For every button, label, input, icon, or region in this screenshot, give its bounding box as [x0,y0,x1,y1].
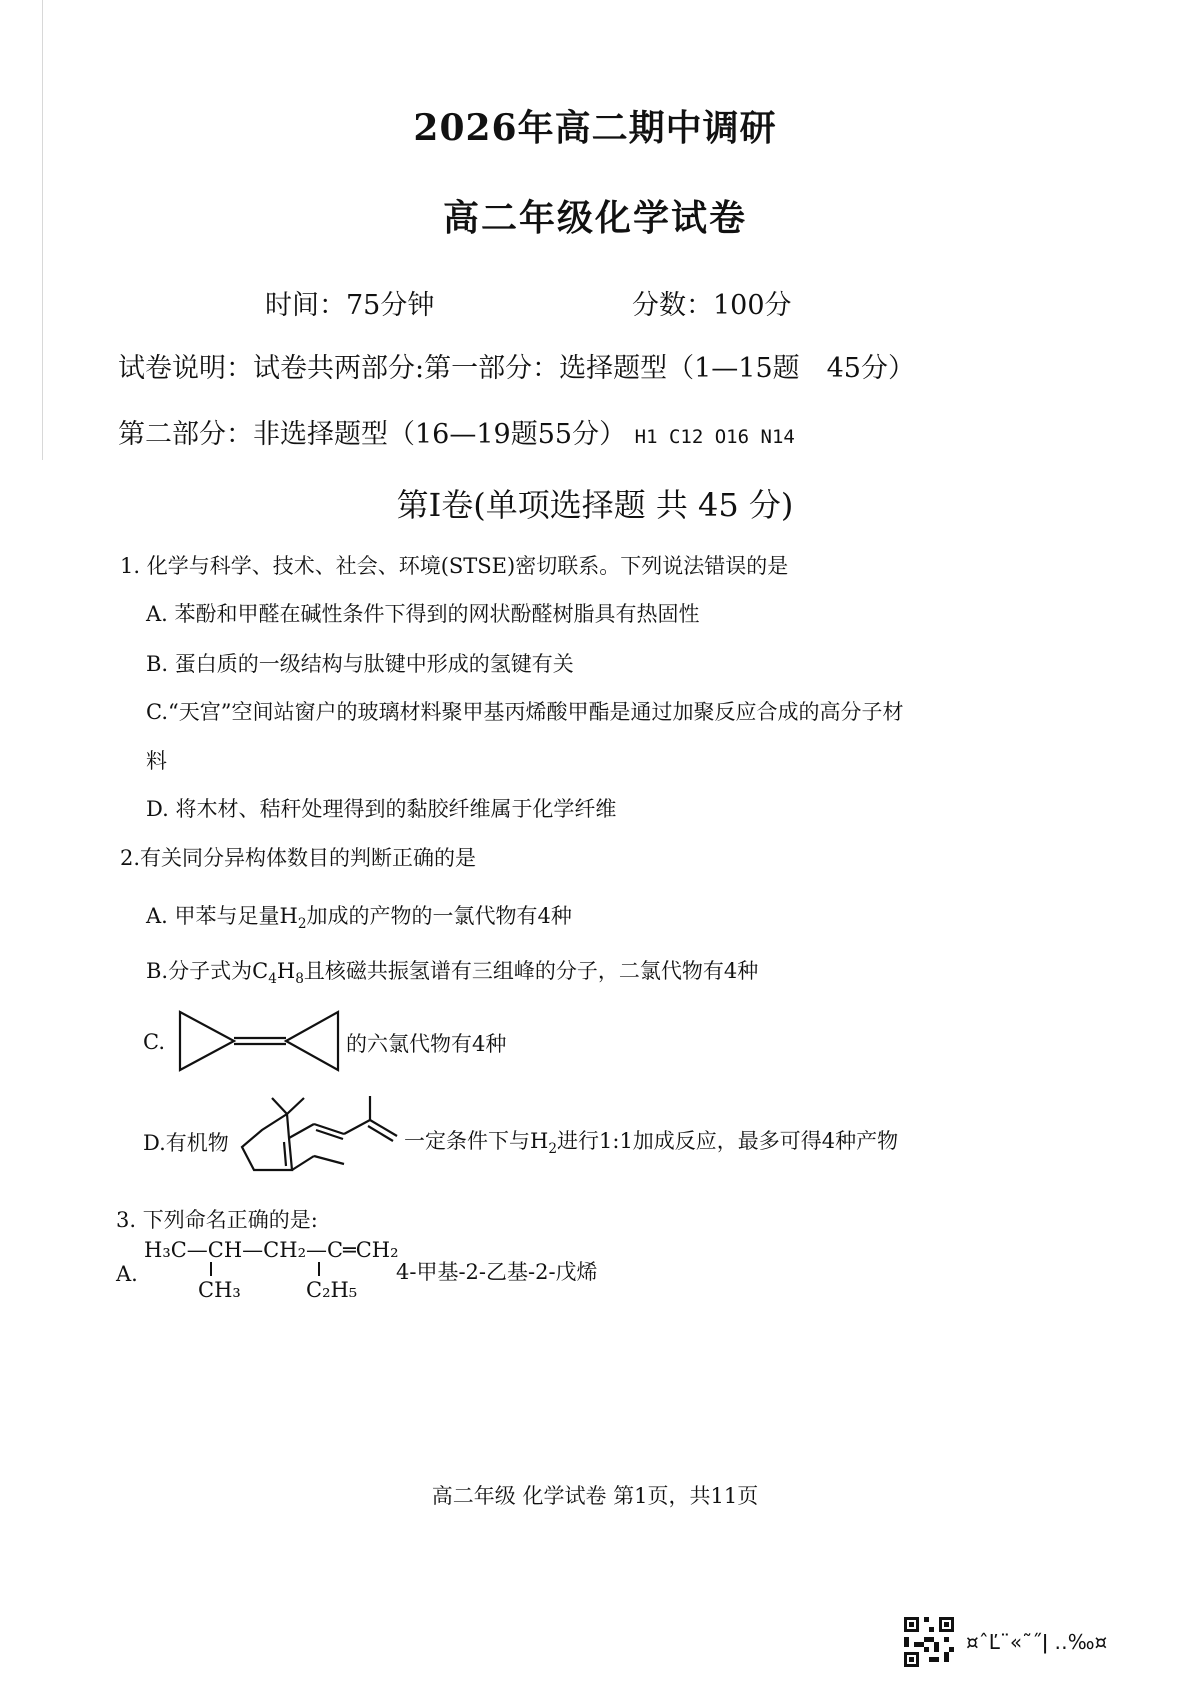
page-footer: 高二年级 化学试卷 第1页，共11页 [431,1484,759,1508]
exam-notes-line2 [118,412,795,451]
organic-molecule-structure [232,1092,407,1182]
q2-a-text-post: 加成的产物的一氯代物有4种 [306,904,572,928]
q2-d-text-pre: 一定条件下与H [404,1129,549,1153]
atomic-masses: H1 C12 O16 N14 [634,426,795,448]
q2-d-subscript: 2 [548,1141,558,1158]
q2-option-d-label: D.有机物 [143,1131,229,1155]
q3-formula-branch-1: CH₃ [198,1278,241,1302]
q3-stem: 3. 下列命名正确的是: [116,1208,318,1232]
corner-garbled-text: ¤ˆĽ¨«˜˝ǀ ‥‰¤ [966,1630,1108,1654]
q2-a-text-pre: A. 甲苯与足量H [146,904,298,928]
section-title: 第Ⅰ卷(单项选择题 共 45 分) [396,486,794,524]
q1-option-d: D. 将木材、秸秆处理得到的黏胶纤维属于化学纤维 [146,797,617,821]
bicyclopropylidene-structure [176,1008,346,1076]
q2-b-text-pre: B.分子式为C [146,959,269,983]
exam-notes-line1: 试卷说明：试卷共两部分:第一部分：选择题型（1—15题 45分） [118,353,915,384]
q3-branch-bond-2 [318,1262,320,1276]
q2-d-text-post: 进行1:1加成反应，最多可得4种产物 [557,1129,899,1153]
q1-option-a: A. 苯酚和甲醛在碱性条件下得到的网状酚醛树脂具有热固性 [146,602,700,626]
q2-a-subscript: 2 [297,916,307,933]
q3-branch-bond-1 [210,1262,212,1276]
q1-option-b: B. 蛋白质的一级结构与肽键中形成的氢键有关 [146,652,574,676]
q2-option-d-text [404,1125,898,1157]
q3-option-a-label: A. [116,1262,138,1286]
q2-b-text-post: 且核磁共振氢谱有三组峰的分子，二氯代物有4种 [303,959,759,983]
q2-b-sub1: 4 [268,971,277,988]
q2-stem: 2.有关同分异构体数目的判断正确的是 [120,846,477,870]
q2-option-a [146,900,572,932]
exam-time: 时间：75分钟 [265,290,435,321]
qr-code-icon [904,1617,954,1667]
q2-b-sub2: 8 [295,971,304,988]
q1-option-c-line1: C.“天宫”空间站窗户的玻璃材料聚甲基丙烯酸甲酯是通过加聚反应合成的高分子材 [146,700,904,724]
q2-b-text-mid: H [276,959,296,983]
q3-option-a-name: 4-甲基-2-乙基-2-戊烯 [396,1260,598,1284]
exam-subtitle: 高二年级化学试卷 [442,197,747,239]
exam-score: 分数：100分 [632,290,792,321]
q2-option-b [146,955,758,987]
q1-option-c-line2: 料 [146,749,167,773]
exam-notes-part2: 第二部分：非选择题型（16—19题55分） [118,419,627,450]
q2-option-c-label: C. [143,1030,165,1054]
q3-formula-main: H₃C—CH—CH₂—C═CH₂ [144,1238,399,1262]
q3-formula-branch-2: C₂H₅ [306,1278,358,1302]
q1-stem: 1. 化学与科学、技术、社会、环境(STSE)密切联系。下列说法错误的是 [120,554,789,578]
exam-title: 2026年高二期中调研 [413,107,777,149]
q2-option-c-text: 的六氯代物有4种 [346,1032,507,1056]
